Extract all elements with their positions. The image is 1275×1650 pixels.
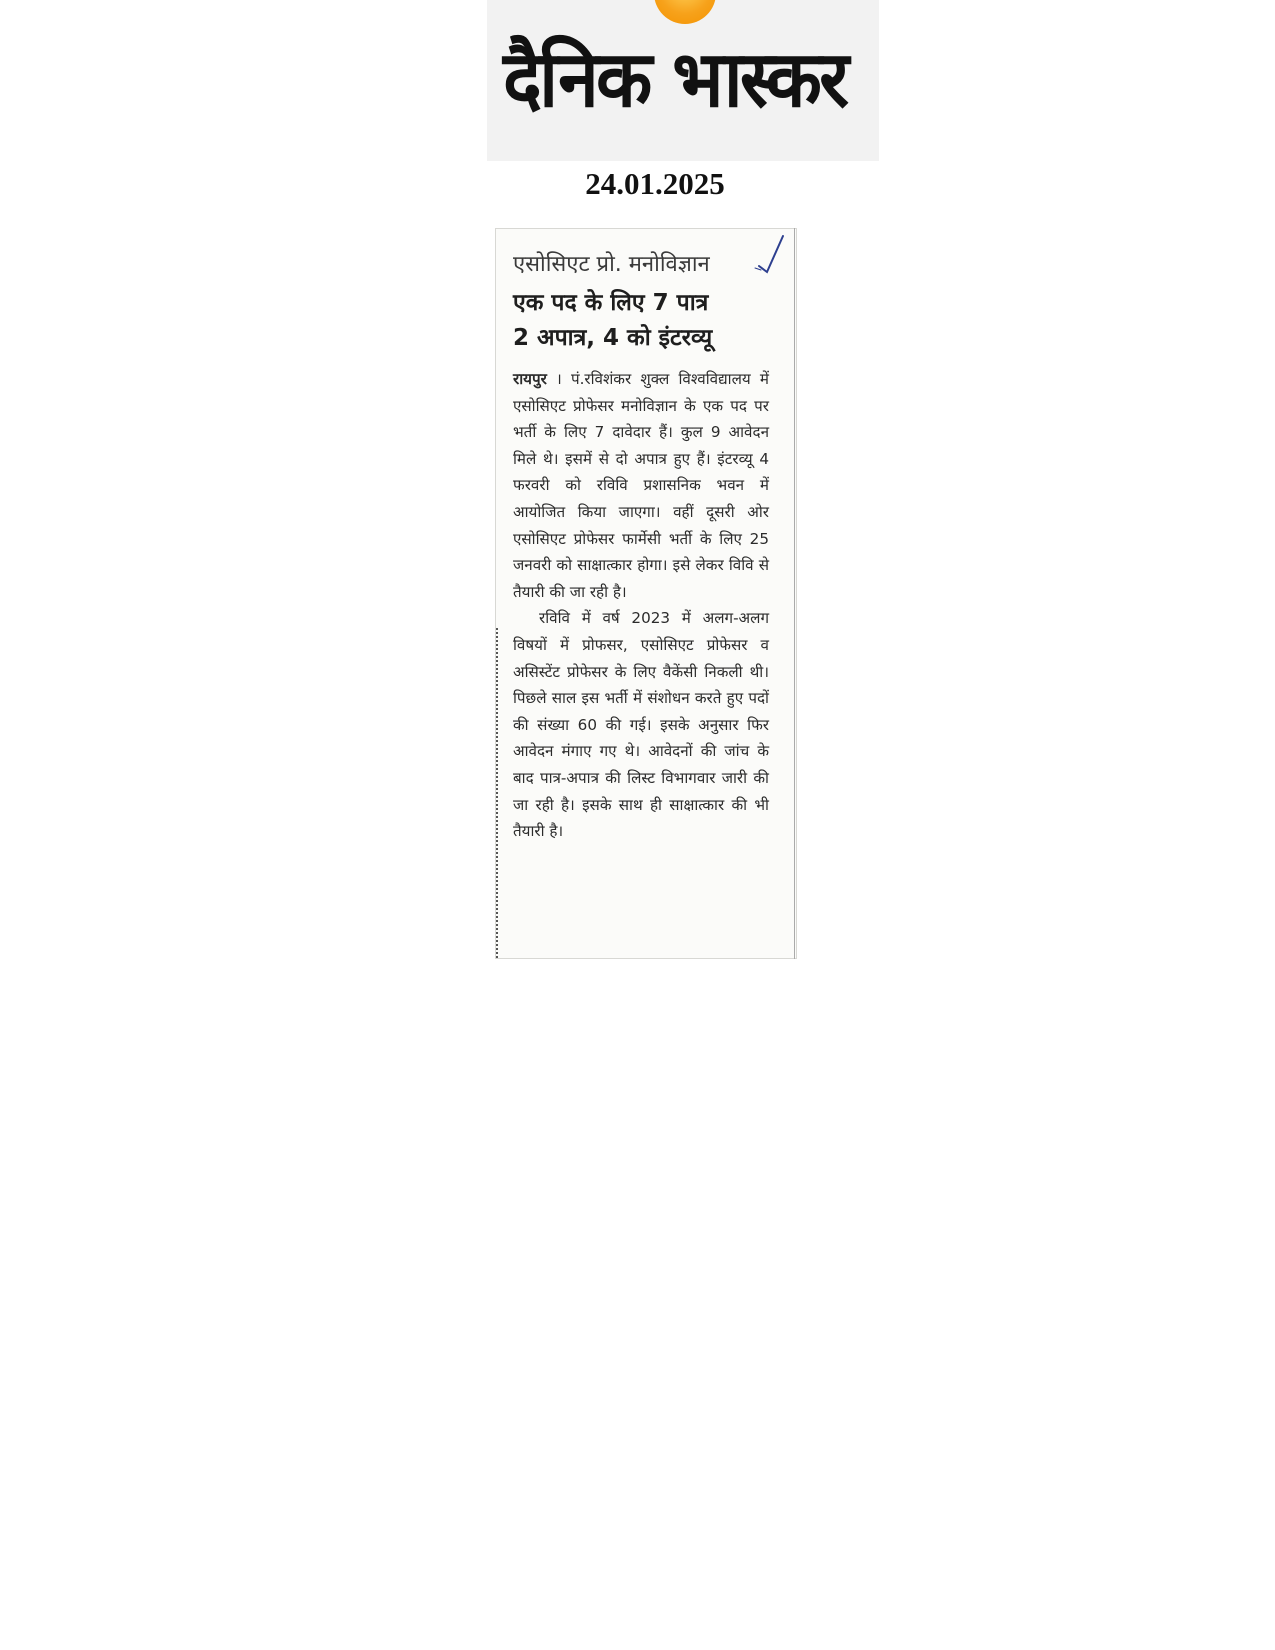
headline-line-2: 2 अपात्र, 4 को इंटरव्यू (513, 325, 713, 351)
clipping-border (794, 228, 795, 959)
article-body (513, 366, 769, 845)
article-headline (513, 286, 783, 356)
dateline-separator: । (555, 370, 562, 388)
news-clipping (495, 228, 797, 959)
check-mark-icon (753, 232, 793, 280)
article-paragraph-1 (513, 366, 769, 605)
article-kicker: एसोसिएट प्रो. मनोविज्ञान (513, 252, 710, 277)
clipping-cut-edge (496, 628, 498, 958)
article-paragraph-2: रविवि में वर्ष 2023 में अलग-अलग विषयों में प्रोफसर, एसोसिएट प्रोफेसर व असिस्टेंट प्रोफेसर के लिए वैकेंसी निकली थी। पिछले साल इस भर्ती में संशोधन करते हुए पदों की संख्या 60 की गई। इसके अनुसार फिर आवेदन मंगाए गए थे। आवेदनों की जांच के बाद पात्र-अपात्र की लिस्ट विभागवार जारी की जा रही है। इसके साथ ही साक्षात्कार की भी तैयारी है। (513, 609, 769, 841)
dateline: रायपुर (513, 370, 547, 388)
paragraph-1-text: पं.रविशंकर शुक्ल विश्वविद्यालय में एसोसिएट प्रोफेसर मनोविज्ञान के एक पद पर भर्ती के लिए 7 दावेदार हैं। कुल 9 आवेदन मिले थे। इसमें से दो अपात्र हुए हैं। इंटरव्यू 4 फरवरी को रविवि प्रशासनिक भवन में आयोजित किया जाएगा। वहीं दूसरी ओर एसोसिएट प्रोफेसर फार्मेसी भर्ती के लिए 25 जनवरी को साक्षात्कार होगा। इसे लेकर विवि से तैयारी की जा रही है। (513, 370, 769, 601)
publication-date: 24.01.2025 (585, 166, 725, 201)
newspaper-name: दैनिक भास्कर (503, 35, 847, 125)
headline-line-1: एक पद के लिए 7 पात्र (513, 290, 709, 316)
